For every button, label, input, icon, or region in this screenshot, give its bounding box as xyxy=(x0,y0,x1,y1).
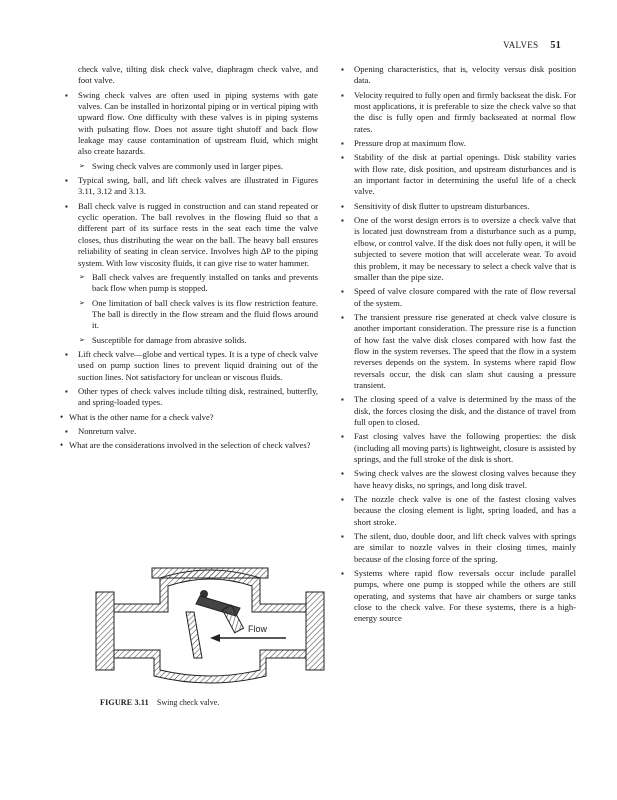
left-column xyxy=(60,64,318,455)
right-column xyxy=(336,64,576,628)
bonnet-cap xyxy=(152,568,268,578)
bullet-item: ▪ Sensitivity of disk flutter to upstream disturbances. xyxy=(336,201,576,212)
question-item: • What are the considerations involved in the selection of check valves? xyxy=(60,440,318,451)
bullet-item: ▪ Other types of check valves include tilting disk, restrained, butterfly, and spring-loaded types. xyxy=(60,386,318,409)
bullet-item: ▪ The nozzle check valve is one of the fastest closing valves because the closing element is light, spring loaded, and has a short stroke. xyxy=(336,494,576,528)
bullet-item: ▪ Swing check valves are the slowest closing valves because they have heavy disks, no springs, and long disk travel. xyxy=(336,468,576,491)
bullet-item: ▪ Lift check valve—globe and vertical types. It is a type of check valve used on pump suction lines to prevent liquid draining out of the suction lines. Not satisfactory for unclean or viscous fluids. xyxy=(60,349,318,383)
bullet-item: ▪ Velocity required to fully open and firmly backseat the disk. For most applications, it is preferable to size the check valve so that the disc is fully open and firmly backseated at normal flow rates. xyxy=(336,90,576,135)
swing-check-valve-figure xyxy=(90,560,330,690)
figure-label: FIGURE 3.11 xyxy=(100,698,149,707)
right-flange xyxy=(306,592,324,670)
sub-bullet-item: ➢ Swing check valves are commonly used in larger pipes. xyxy=(60,161,318,172)
left-flange xyxy=(96,592,114,670)
bullet-item: ▪ Swing check valves are often used in piping systems with gate valves. Can be installed in horizontal piping or in vertical piping with upward flow. One difficulty with these valves is in piping systems with pulsating flow. Does not assure tight shutoff and back flow leakage may cause contamination of upstream fluid, which might also create hazards. xyxy=(60,90,318,158)
bullet-item: ▪ Typical swing, ball, and lift check valves are illustrated in Figures 3.11, 3.12 and 3.13. xyxy=(60,175,318,198)
bullet-item: check valve, tilting disk check valve, diaphragm check valve, and foot valve. xyxy=(78,64,318,86)
bullet-item: ▪ The silent, duo, double door, and lift check valves with springs are similar to nozzle valves in their closing times, mainly because of the closing force of the spring. xyxy=(336,531,576,565)
bullet-item: ▪ Speed of valve closure compared with the rate of flow reversal of the system. xyxy=(336,286,576,309)
question-item: • What is the other name for a check valve? xyxy=(60,412,318,423)
bullet-item: ▪ Nonreturn valve. xyxy=(60,426,318,437)
bullet-item: ▪ Fast closing valves have the following properties: the disk (including all moving parts) is lightweight, closure is assisted by springs, and the full stroke of the disk is short. xyxy=(336,431,576,465)
sub-bullet-item: ➢ Ball check valves are frequently installed on tanks and prevents back flow when pump is stopped. xyxy=(60,272,318,295)
flow-label: Flow xyxy=(248,624,268,634)
sub-bullet-item: ➢ Susceptible for damage from abrasive solids. xyxy=(60,335,318,346)
running-header xyxy=(503,40,561,51)
bullet-item: ▪ The closing speed of a valve is determined by the mass of the disk, the forces closing the disk, and the distance of travel from full open to closed. xyxy=(336,394,576,428)
valve-seat xyxy=(186,612,202,658)
bullet-item: ▪ Pressure drop at maximum flow. xyxy=(336,138,576,149)
page-number: 51 xyxy=(550,40,561,51)
bullet-item: ▪ Ball check valve is rugged in construction and can stand repeated or cyclic operation. The ball revolves in the flowing fluid so that a different part of its surface rests in the seat each time the valve closes, thus distributing the wear on the ball. The heavy ball ensures reliability of seating in clean service. Involves high ΔP to the piping system. With low viscosity fluids, it can give rise to water hammer. xyxy=(60,201,318,269)
bullet-item: ▪ Systems where rapid flow reversals occur include parallel pumps, where one pump is stopped while the others are still operating, and systems that have air chambers or surge tanks close to the check valve. For these systems, there is a high-energy source xyxy=(336,568,576,625)
bullet-item: ▪ One of the worst design errors is to oversize a check valve that is located just downstream from a disturbance such as a pump, elbow, or control valve. If the disk does not fully open, it will be subjected to severe motion that will accelerate wear. To avoid this problem, it may be necessary to select a check valve that is smaller than the pipe size. xyxy=(336,215,576,283)
sub-bullet-item: ➢ One limitation of ball check valves is its flow restriction feature. The ball is directly in the flow stream and the fluid flows around it. xyxy=(60,298,318,332)
running-title: VALVES xyxy=(503,40,539,50)
valve-body-bottom xyxy=(114,650,306,683)
figure-caption xyxy=(100,698,219,707)
bullet-item: ▪ The transient pressure rise generated at check valve closure is another important consideration. The pressure rise is a function of how fast the valve disk closes compared with how fast the flow in the system reverses. The speed that the flow in a system reverses depends on the system. In systems where rapid flow reversals occur, the disk can slam shut causing a pressure transient. xyxy=(336,312,576,391)
bullet-item: ▪ Opening characteristics, that is, velocity versus disk position data. xyxy=(336,64,576,87)
figure-caption-text: Swing check valve. xyxy=(156,698,220,707)
bullet-item: ▪ Stability of the disk at partial openings. Disk stability varies with flow rate, disk position, and upstream disturbances and is an important factor in determining the useful life of a check valve. xyxy=(336,152,576,197)
